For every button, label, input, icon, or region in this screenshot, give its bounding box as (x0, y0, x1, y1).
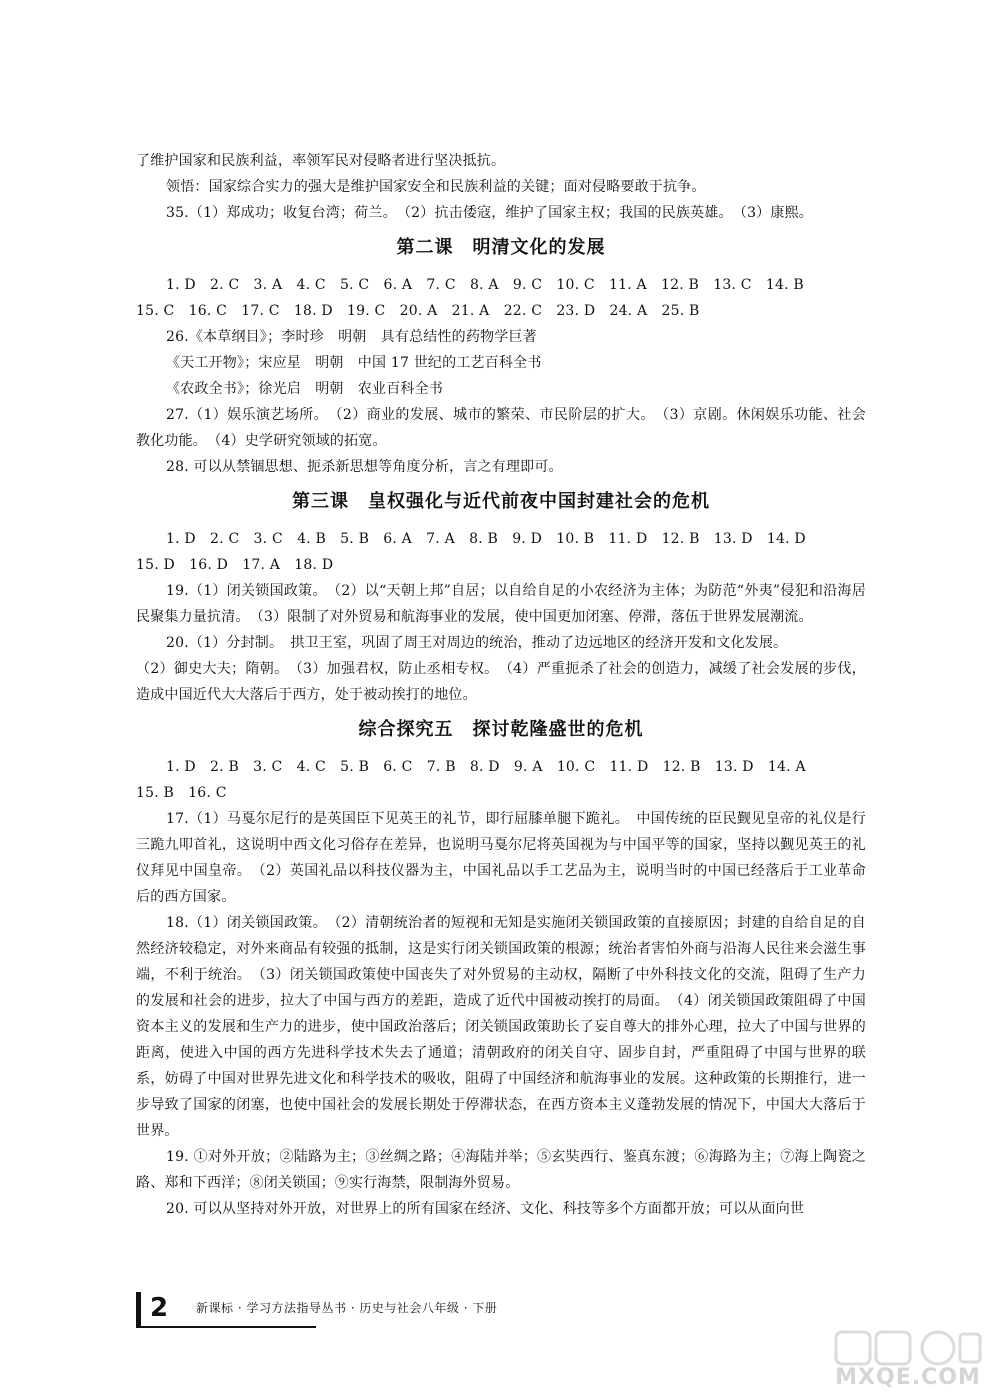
section-title: 第三课 皇权强化与近代前夜中国封建社会的危机 (292, 491, 710, 512)
text-line: 20. 可以从坚持对外开放，对世界上的所有国家在经济、文化、科技等多个方面都开放；可以从面向世 (166, 1201, 805, 1217)
answer-row: 1. D 2. C 3. A 4. C 5. C 6. A 7. C 8. A 9. C 10. C 11. A 12. B 13. C 14. B (166, 277, 804, 293)
text-line: （2）御史大夫；隋朝。 （3）加强君权，防止丞相专权。 （4）严重扼杀了社会的创造力，减缓了社会发展的步伐，造成中国近代大大落后于西方，处于被动挨打的地位。 (136, 661, 866, 703)
section-title: 第二课 明清文化的发展 (396, 237, 606, 258)
book-title: 新课标 · 学习方法指导丛书 · 历史与社会八年级 · 下册 (196, 1301, 498, 1315)
watermark-logo (832, 1328, 984, 1390)
answer-row: 15. C 16. C 17. C 18. D 19. C 20. A 21. A 22. C 23. D 24. A 25. B (136, 303, 700, 319)
page-number: 2 (150, 1293, 169, 1323)
text-line: 17.（1）马戛尔尼行的是英国臣下见英王的礼节，即行屈膝单腿下跪礼。 中国传统的臣民觐见皇帝的礼仪是行三跪九叩首礼，这说明中西文化习俗存在差异，也说明马戛尔尼将英国视为与中国平等的国家，坚持以觐见英王的礼仪拜见中国皇帝。 （2）英国礼品以科技仪器为主，中国礼品以手工艺品为主，说明当时的中国已经落后于工业革命后的西方国家。 (136, 811, 866, 905)
text-line: 27.（1）娱乐演艺场所。 （2）商业的发展、城市的繁荣、市民阶层的扩大。 （3）京剧。休闲娱乐功能、社会教化功能。 （4）史学研究领域的拓宽。 (136, 407, 866, 449)
text-line: 《农政全书》；徐光启 明朝 农业百科全书 (166, 381, 443, 397)
answer-row: 15. D 16. D 17. A 18. D (136, 557, 334, 573)
text-line: 19. ①对外开放；②陆路为主；③丝绸之路；④海陆并举；⑤玄奘西行、鉴真东渡；⑥海路为主；⑦海上陶瓷之路、郑和下西洋；⑧闭关锁国；⑨实行海禁，限制海外贸易。 (136, 1149, 866, 1191)
section-title: 综合探究五 探讨乾隆盛世的危机 (358, 719, 644, 740)
text-line: 《天工开物》；宋应星 明朝 中国 17 世纪的工艺百科全书 (166, 355, 542, 371)
text-line: 28. 可以从禁锢思想、扼杀新思想等角度分析，言之有理即可。 (166, 459, 563, 475)
text-line: 19.（1）闭关锁国政策。 （2）以“天朝上邦”自居；以自给自足的小农经济为主体；为防范“外夷”侵犯和沿海居民聚集力量抗清。 （3）限制了对外贸易和航海事业的发展，使中国更加闭塞、停滞，落伍于世界发展潮流。 (136, 583, 866, 625)
text-line: 了维护国家和民族利益，率领军民对侵略者进行坚决抵抗。 (136, 153, 506, 169)
text-line: 35.（1）郑成功；收复台湾；荷兰。 （2）抗击倭寇，维护了国家主权；我国的民族英雄。 （3）康熙。 (166, 205, 813, 221)
footer-underline (136, 1326, 316, 1328)
text-line: 26.《本草纲目》；李时珍 明朝 具有总结性的药物学巨著 (166, 329, 537, 345)
answer-row: 15. B 16. C (136, 785, 227, 801)
page-footer (136, 1290, 866, 1330)
text-line: 领悟：国家综合实力的强大是维护国家安全和民族利益的关键；面对侵略要敢于抗争。 (166, 179, 706, 195)
answer-content (136, 148, 866, 1222)
watermark-icon (832, 1328, 984, 1368)
answer-row: 1. D 2. B 3. C 4. C 5. B 6. C 7. B 8. D 9. A 10. C 11. D 12. B 13. D 14. A (166, 759, 806, 775)
answer-row: 1. D 2. C 3. C 4. B 5. B 6. A 7. A 8. B 9. D 10. B 11. D 12. B 13. D 14. D (166, 531, 806, 547)
text-line: 20.（1）分封制。 拱卫王室，巩固了周王对周边的统治，推动了边远地区的经济开发和文化发展。 (166, 635, 788, 651)
watermark-text: MXQE.COM (835, 1365, 981, 1390)
text-line: 18.（1）闭关锁国政策。 （2）清朝统治者的短视和无知是实施闭关锁国政策的直接原因；封建的自给自足的自然经济较稳定，对外来商品有较强的抵制，这是实行闭关锁国政策的根源；统治者害怕外商与沿海人民往来会滋生事端，不利于统治。 （3）闭关锁国政策使中国丧失了对外贸易的主动权，隔断了中外科技文化的交流，阻碍了生产力的发展和社会的进步，拉大了中国与西方的差距，造成了近代中国被动挨打的局面。 （4）闭关锁国政策阻碍了中国资本主义的发展和生产力的进步，使中国政治落后；闭关锁国政策助长了妄自尊大的排外心理，拉大了中国与世界的距离，使进入中国的西方先进科学技术失去了通道；清朝政府的闭关自守、固步自封，严重阻碍了中国与世界的联系，妨碍了中国对世界先进文化和科学技术的吸收，阻碍了中国经济和航海事业的发展。这种政策的长期推行，进一步导致了国家的闭塞，也使中国社会的发展长期处于停滞状态，在西方资本主义蓬勃发展的情况下，中国大大落后于世界。 (136, 915, 866, 1139)
footer-bar (136, 1292, 141, 1326)
